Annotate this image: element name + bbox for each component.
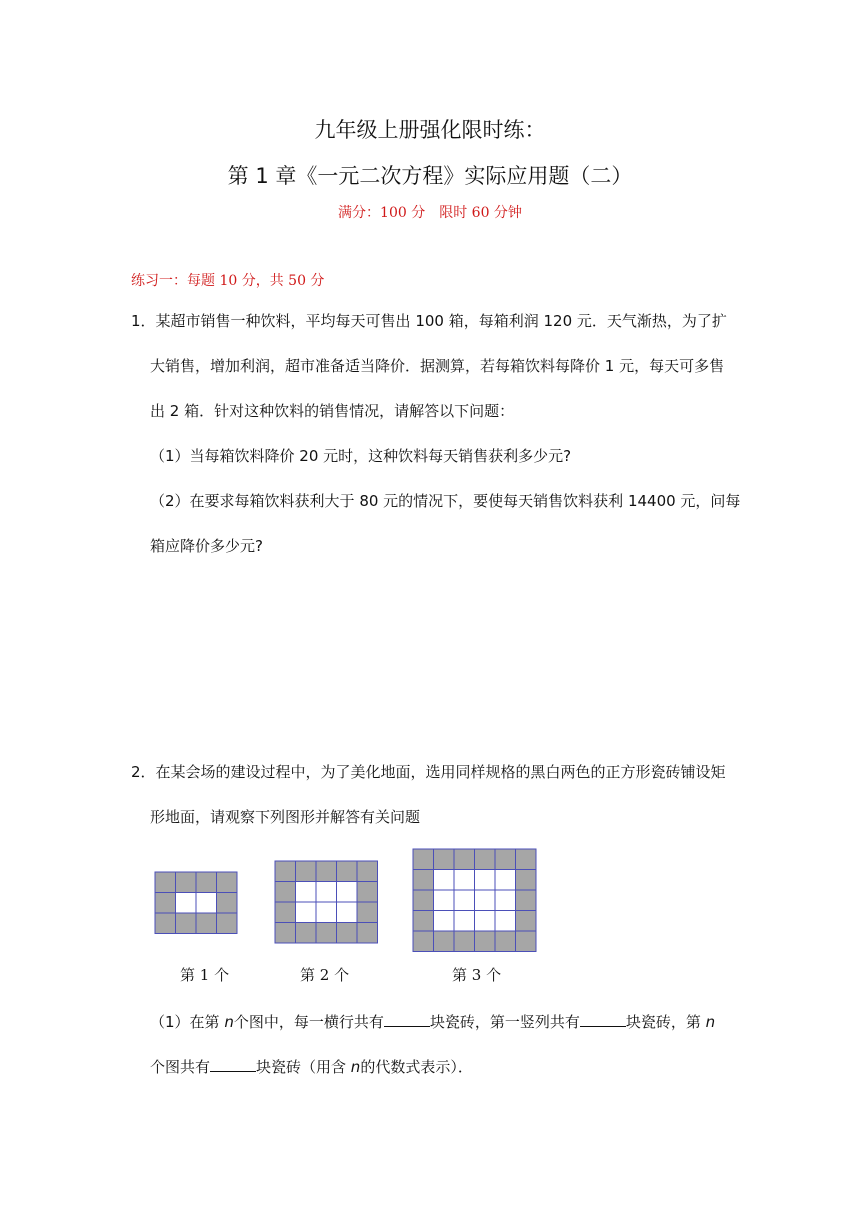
page-subtitle: 满分：100 分 限时 60 分钟	[338, 205, 522, 221]
dark-tile	[516, 870, 537, 891]
figure-1-caption: 第 1 个	[180, 966, 230, 984]
q2-part1-text-a: （1）在第	[150, 1013, 225, 1031]
page-title-line2: 第 1 章《一元二次方程》实际应用题（二）	[227, 164, 633, 188]
q1-line2: 大销售，增加利润，超市准备适当降价．据测算，若每箱饮料每降价 1 元，每天可多售	[150, 357, 725, 375]
dark-tile	[275, 882, 296, 903]
dark-tile	[454, 849, 475, 870]
white-tile	[434, 870, 455, 891]
white-tile	[296, 902, 317, 923]
q2-part1-text-f: 块瓷砖（用含	[256, 1058, 351, 1076]
dark-tile	[495, 849, 516, 870]
white-tile	[316, 902, 337, 923]
white-tile	[296, 882, 317, 903]
white-tile	[454, 911, 475, 932]
white-tile	[475, 911, 496, 932]
dark-tile	[217, 913, 238, 934]
dark-tile	[413, 911, 434, 932]
dark-tile	[475, 849, 496, 870]
q2-part1-text-g: 的代数式表示）．	[360, 1058, 473, 1076]
dark-tile	[357, 923, 378, 944]
white-tile	[475, 890, 496, 911]
dark-tile	[475, 931, 496, 952]
q2-part1-line2	[150, 1055, 473, 1077]
white-tile	[316, 882, 337, 903]
white-tile	[495, 911, 516, 932]
q2-part1-text-e: 个图共有	[150, 1058, 211, 1076]
tile-figure-3	[413, 849, 536, 952]
q2-part1-text-c: 块瓷砖，第一竖列共有	[429, 1013, 580, 1031]
answer-blank-total-tiles[interactable]	[210, 1055, 256, 1072]
dark-tile	[434, 931, 455, 952]
dark-tile	[413, 931, 434, 952]
dark-tile	[296, 923, 317, 944]
q2-part1-text-b: 个图中，每一横行共有	[233, 1013, 384, 1031]
q1-line3: 出 2 箱．针对这种饮料的销售情况，请解答以下问题：	[150, 402, 515, 420]
white-tile	[434, 890, 455, 911]
variable-n: n	[224, 1013, 234, 1031]
white-tile	[475, 870, 496, 891]
q1-part2-line1: （2）在要求每箱饮料获利大于 80 元的情况下，要使每天销售饮料获利 14400 元，问每	[150, 492, 741, 510]
dark-tile	[196, 913, 217, 934]
dark-tile	[196, 872, 217, 893]
dark-tile	[217, 893, 238, 914]
dark-tile	[155, 913, 176, 934]
dark-tile	[357, 902, 378, 923]
tile-figure-2	[275, 861, 378, 943]
answer-blank-row-tiles[interactable]	[384, 1010, 430, 1027]
white-tile	[495, 870, 516, 891]
white-tile	[454, 890, 475, 911]
dark-tile	[275, 902, 296, 923]
dark-tile	[316, 861, 337, 882]
dark-tile	[316, 923, 337, 944]
tile-figure-1	[155, 872, 237, 934]
q2-line2: 形地面，请观察下列图形并解答有关问题	[150, 808, 421, 826]
white-tile	[434, 911, 455, 932]
dark-tile	[275, 861, 296, 882]
dark-tile	[337, 923, 358, 944]
white-tile	[176, 893, 197, 914]
variable-n: n	[350, 1058, 361, 1076]
dark-tile	[454, 931, 475, 952]
dark-tile	[516, 911, 537, 932]
dark-tile	[296, 861, 317, 882]
white-tile	[495, 890, 516, 911]
white-tile	[454, 870, 475, 891]
figure-2-caption: 第 2 个	[300, 966, 350, 984]
variable-n: n	[705, 1013, 716, 1031]
tile-figures	[150, 845, 550, 955]
dark-tile	[357, 861, 378, 882]
page-title-line1: 九年级上册强化限时练：	[314, 118, 546, 142]
dark-tile	[155, 893, 176, 914]
white-tile	[196, 893, 217, 914]
dark-tile	[434, 849, 455, 870]
q1-part2-line2: 箱应降价多少元?	[150, 537, 263, 555]
dark-tile	[516, 849, 537, 870]
q1-part1: （1）当每箱饮料降价 20 元时，这种饮料每天销售获利多少元?	[150, 447, 572, 465]
dark-tile	[413, 870, 434, 891]
section-label: 练习一：每题 10 分，共 50 分	[131, 273, 325, 289]
white-tile	[337, 902, 358, 923]
white-tile	[337, 882, 358, 903]
dark-tile	[337, 861, 358, 882]
dark-tile	[413, 890, 434, 911]
dark-tile	[176, 913, 197, 934]
figure-3-caption: 第 3 个	[452, 966, 502, 984]
q1-line1: 1．某超市销售一种饮料，平均每天可售出 100 箱，每箱利润 120 元．天气渐热，为了扩	[131, 312, 727, 330]
dark-tile	[155, 872, 176, 893]
dark-tile	[275, 923, 296, 944]
q2-part1-text-d: 块瓷砖，第	[625, 1013, 706, 1031]
dark-tile	[357, 882, 378, 903]
dark-tile	[176, 872, 197, 893]
dark-tile	[413, 849, 434, 870]
dark-tile	[217, 872, 238, 893]
q2-line1: 2．在某会场的建设过程中，为了美化地面，选用同样规格的黑白两色的正方形瓷砖铺设矩	[131, 763, 726, 781]
answer-blank-column-tiles[interactable]	[580, 1010, 626, 1027]
dark-tile	[516, 890, 537, 911]
q2-part1-line1	[150, 1010, 715, 1032]
dark-tile	[516, 931, 537, 952]
dark-tile	[495, 931, 516, 952]
